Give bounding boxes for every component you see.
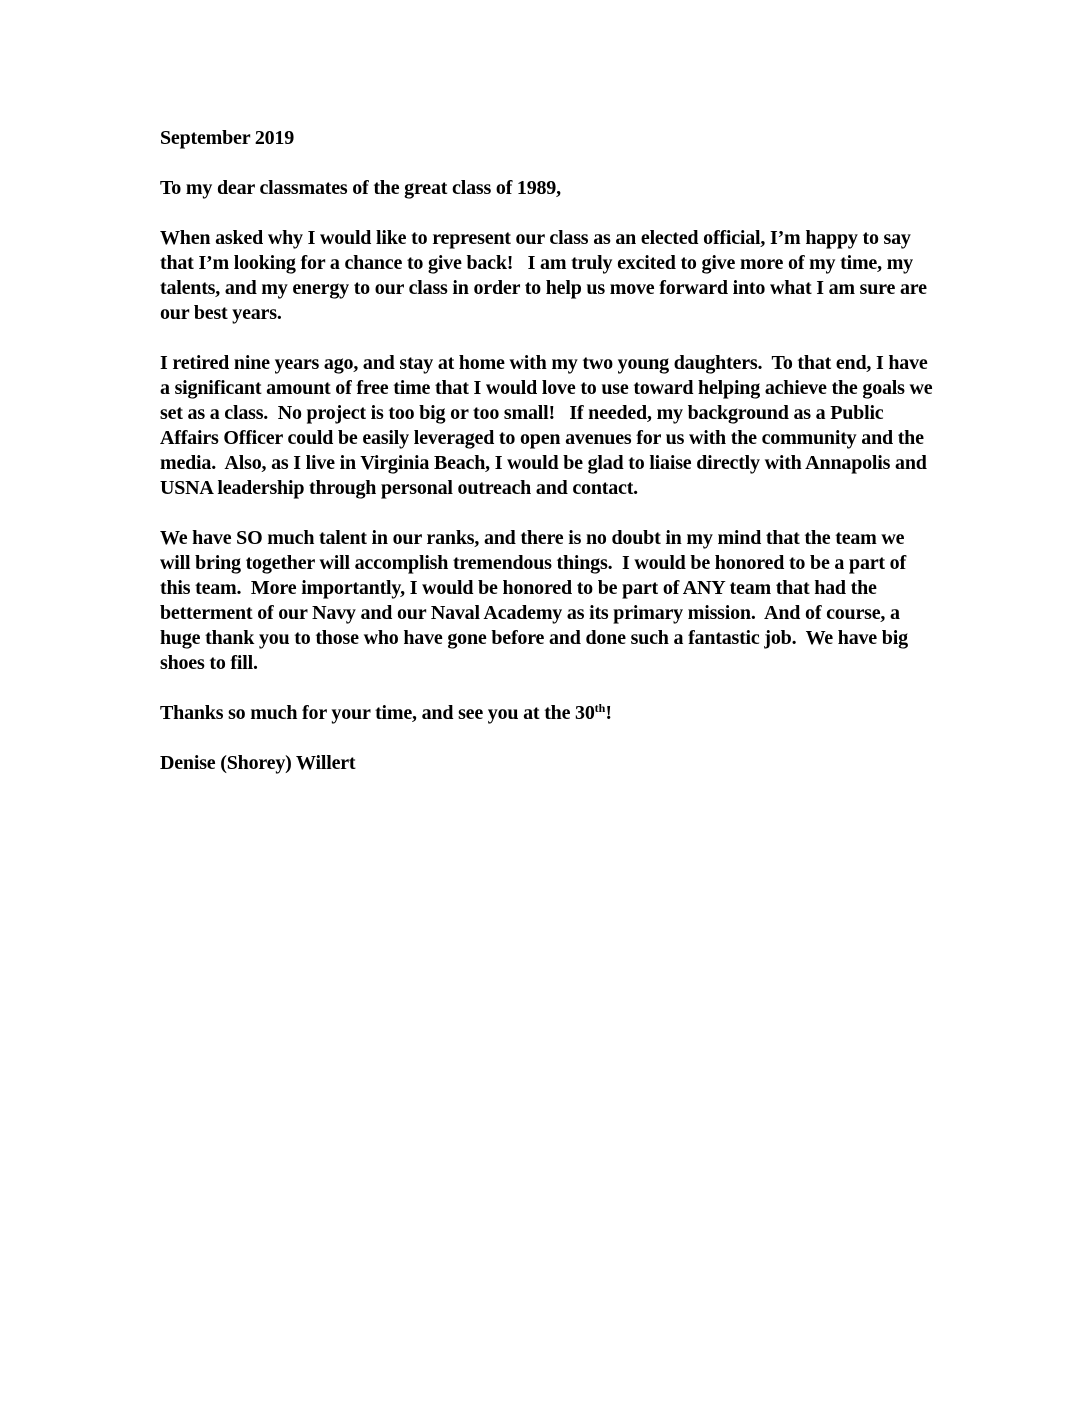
closing-ordinal-suffix: th bbox=[594, 701, 606, 715]
letter-paragraph-background: I retired nine years ago, and stay at home with my two young daughters. To that end, I have a significant amount of free time that I would love to use toward helping achieve the goals we set as a class. No project is too big or too small! If needed, my background as a Public Affairs Officer could be easily leveraged to open avenues for us with the community and the media. Also, as I live in Virginia Beach, I would be glad to liaise directly with Annapolis and USNA leadership through personal outreach and contact. bbox=[160, 352, 938, 499]
letter-date: September 2019 bbox=[160, 127, 295, 149]
letter-closing bbox=[160, 701, 935, 726]
letter-signature: Denise (Shorey) Willert bbox=[160, 752, 356, 774]
closing-punctuation: ! bbox=[605, 702, 612, 724]
letter-salutation: To my dear classmates of the great class of 1989, bbox=[160, 177, 561, 199]
closing-text: Thanks so much for your time, and see you at the 30 bbox=[160, 702, 595, 724]
letter-content bbox=[160, 126, 938, 801]
letter-paragraph-intro: When asked why I would like to represent our class as an elected official, I’m happy to say that I’m looking for a chance to give back! I am truly excited to give more of my time, my talents, and my energy to our class in order to help us move forward into what I am sure are our best years. bbox=[160, 227, 932, 324]
letter-paragraph-team: We have SO much talent in our ranks, and there is no doubt in my mind that the team we will bring together will accomplish tremendous things. I would be honored to be a part of this team. More importantly, I would be honored to be part of ANY team that had the betterment of our Navy and our Naval Academy as its primary mission. And of course, a huge thank you to those who have gone before and done such a fantastic job. We have big shoes to fill. bbox=[160, 527, 913, 674]
